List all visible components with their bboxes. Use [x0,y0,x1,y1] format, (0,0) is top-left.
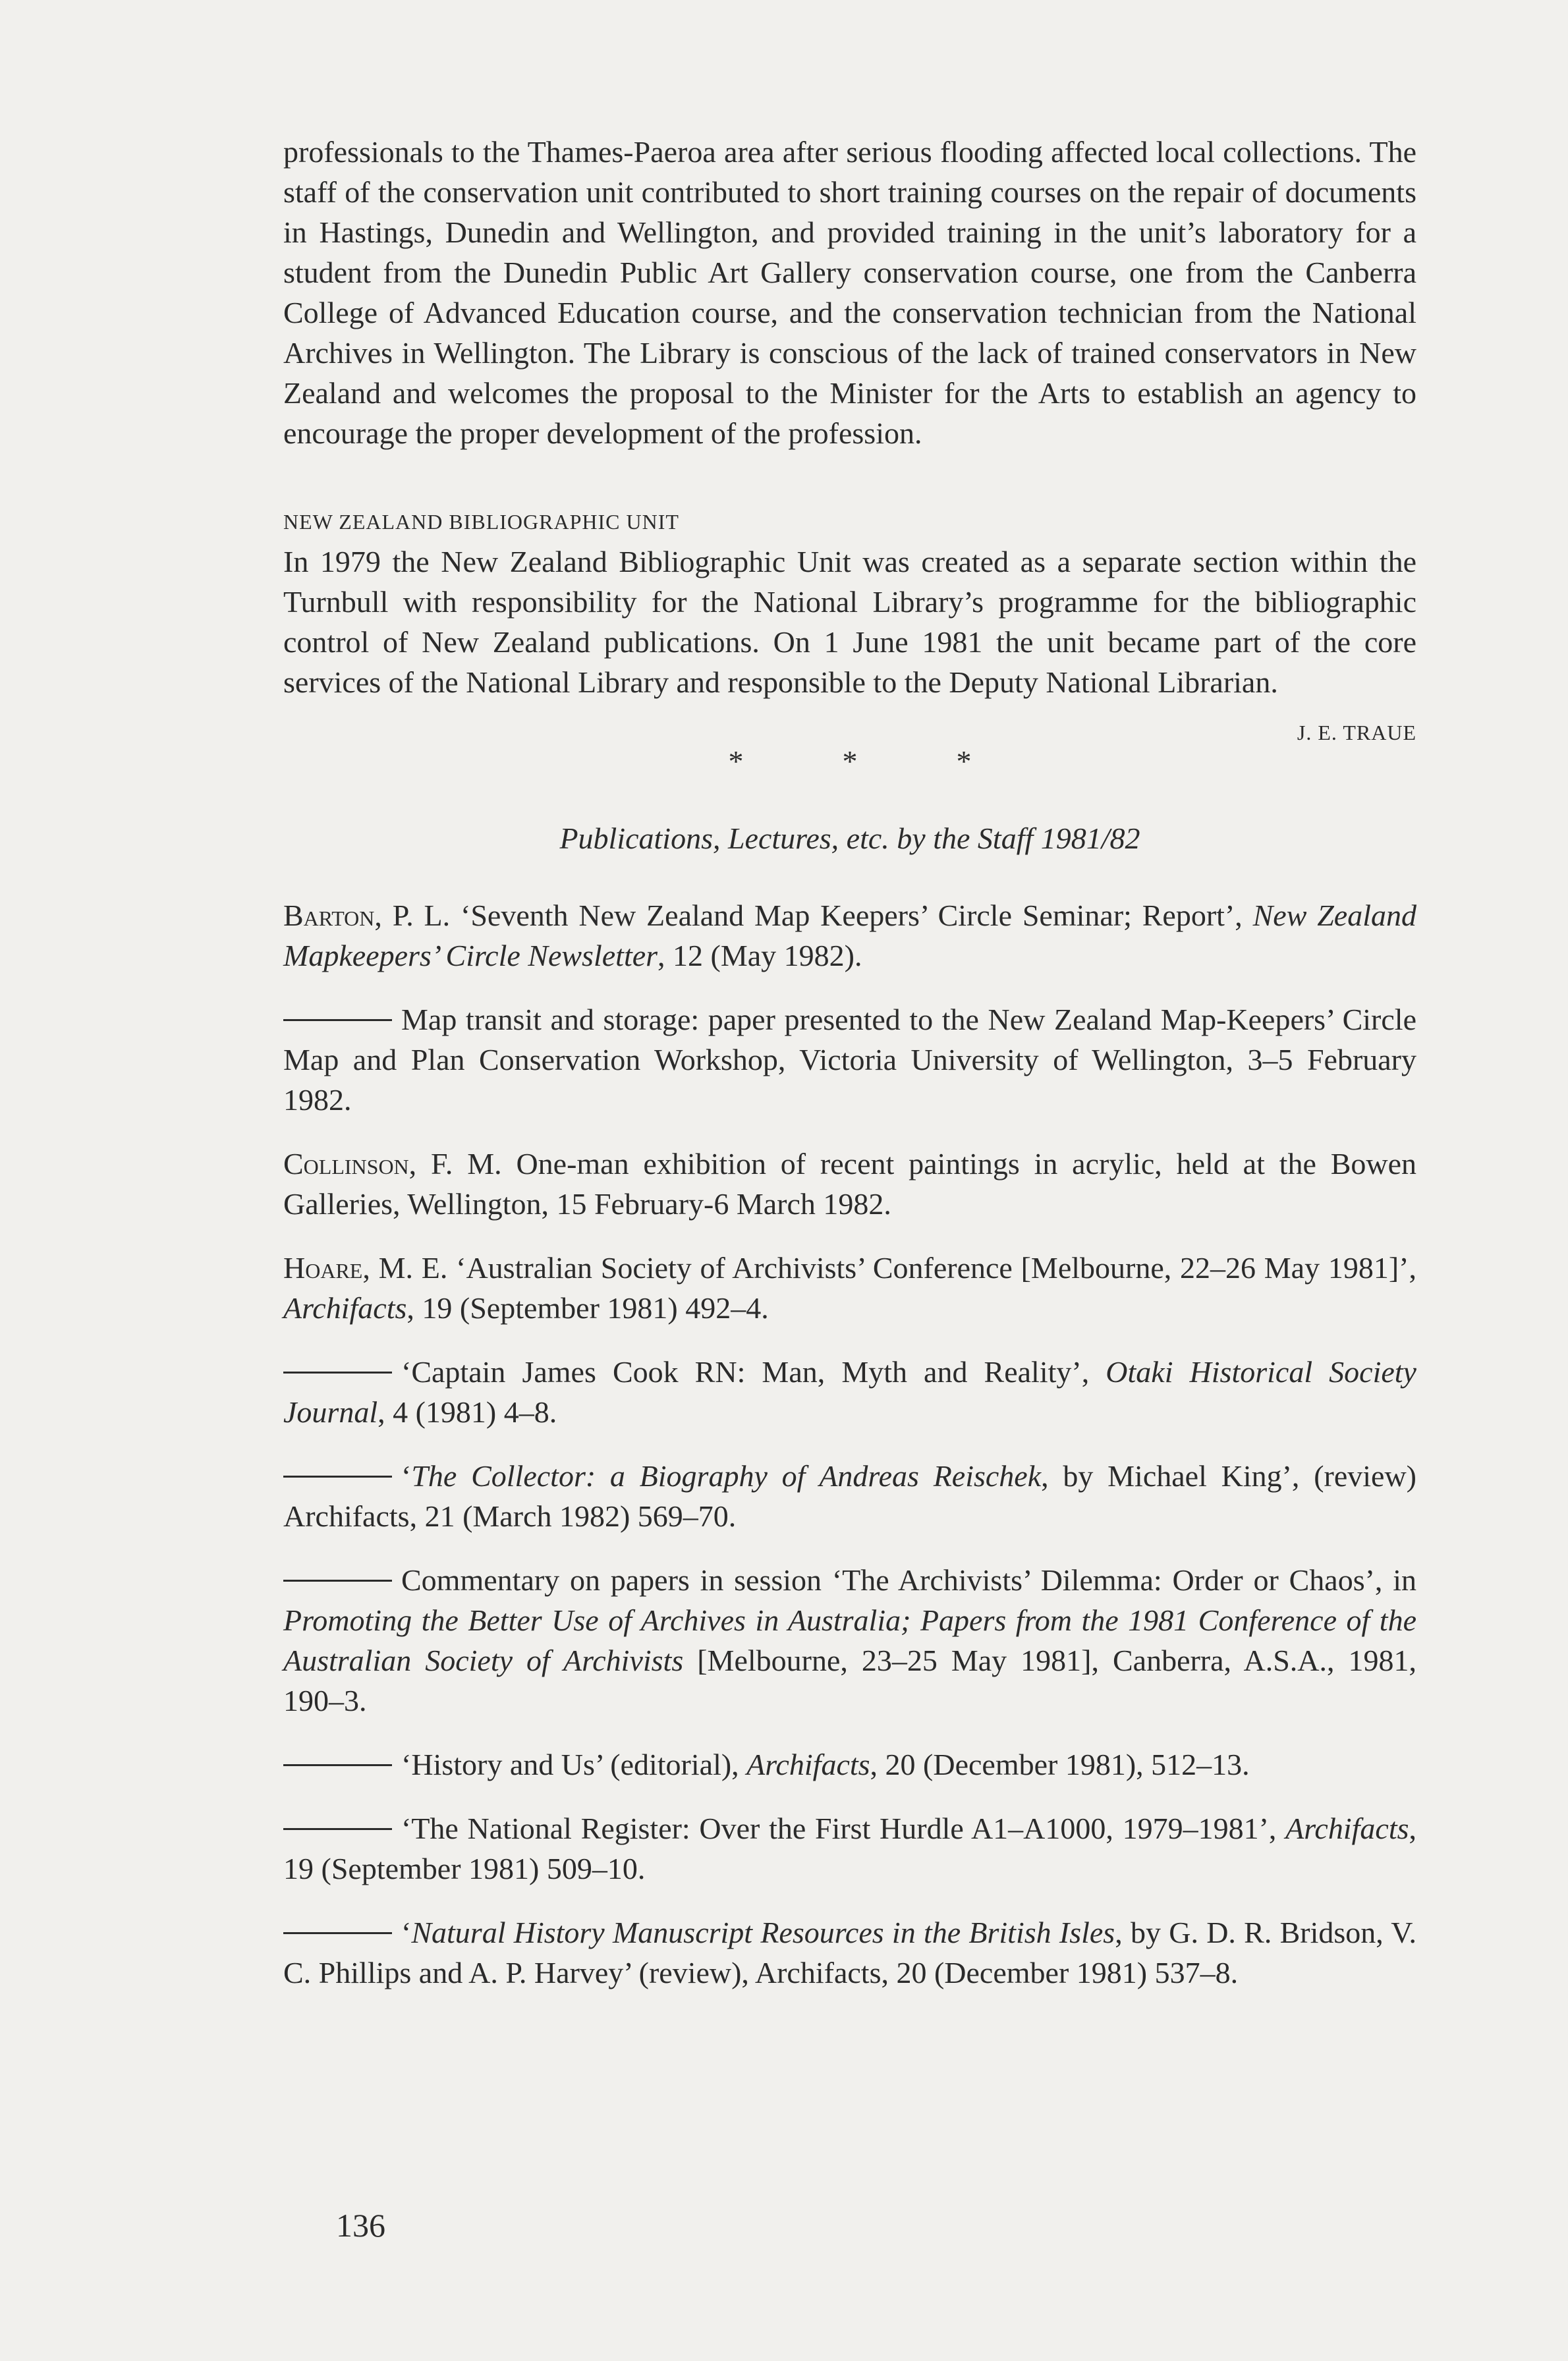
entry-text: ‘ [401,1459,412,1493]
entry-rest: , by G. D. R. Bridson, V. C. Phillips and A. P. Harvey’ (review), Archifacts, 20 (December 1981) 537–8. [283,1916,1416,1989]
section-divider [283,744,1416,778]
publication-entry [283,1352,1416,1432]
ditto-dash [283,1372,392,1374]
publication-entry [283,1248,1416,1328]
divider-star: * [956,744,972,778]
ditto-dash [283,1764,392,1766]
publication-entry [283,1744,1416,1785]
entry-italic-title: Archifacts [1285,1812,1409,1845]
publication-entry [283,1808,1416,1889]
entry-text: ‘Captain James Cook RN: Man, Myth and Reality’, [401,1355,1106,1389]
publication-entry [283,895,1416,976]
entry-text: ‘History and Us’ (editorial), [401,1748,747,1781]
entry-text: Map transit and storage: paper presented to the New Zealand Map-Keepers’ Circle Map and Plan Conservation Workshop, Victoria University of Wellington, 3–5 February 1982. [283,1003,1416,1117]
entry-italic-title: Otaki Historical Society Journal [283,1355,1416,1429]
entry-rest: [Melbourne, 23–25 May 1981], Canberra, A.S.A., 1981, 190–3. [283,1644,1417,1717]
entry-italic-title: Archifacts [746,1748,870,1781]
entry-text: ‘ [401,1916,412,1949]
page-content [283,132,1416,2016]
section-paragraph: In 1979 the New Zealand Bibliographic Unit was created as a separate section within the Turnbull with responsibility for the National Library’s programme for the bibliographic control of New Zealand publications. On 1 June 1981 the unit became part of the core services of the National Library and responsible to the Deputy National Librarian. [283,545,1416,699]
divider-star: * [728,744,744,778]
entry-rest: , 4 (1981) 4–8. [378,1395,557,1429]
entry-author: Barton, P. L. [283,899,451,932]
entry-italic-title: Promoting the Better Use of Archives in Australia; Papers from the 1981 Conference of the Australian Society of Archivists [283,1603,1416,1677]
entry-rest: , 20 (December 1981), 512–13. [870,1748,1250,1781]
ditto-dash [283,1019,392,1021]
page-number: 136 [336,2207,385,2244]
entry-text: ‘Seventh New Zealand Map Keepers’ Circle Seminar; Report’, [450,899,1253,932]
entry-rest: , 19 (September 1981) 509–10. [283,1812,1416,1885]
ditto-dash [283,1580,392,1582]
publication-entry [283,999,1416,1120]
publication-entry [283,1144,1416,1224]
entry-rest: , 19 (September 1981) 492–4. [406,1291,769,1325]
entry-rest: , 12 (May 1982). [658,939,862,972]
ditto-dash [283,1932,392,1934]
entry-text: ‘Australian Society of Archivists’ Conference [Melbourne, 22–26 May 1981]’, [447,1251,1416,1285]
intro-paragraph: professionals to the Thames-Paeroa area after serious flooding affected local collections. The staff of the conservation unit contributed to short training courses on the repair of documents in Hastings, Dunedin and Wellington, and provided training in the unit’s laboratory for a student from the Dunedin Public Art Gallery conservation course, one from the Canberra College of Advanced Education course, and the conservation technician from the National Archives in Wellington. The Library is conscious of the lack of trained conservators in New Zealand and welcomes the proposal to the Minister for the Arts to establish an agency to encourage the proper development of the profession. [283,135,1416,450]
entry-italic-title: Archifacts [283,1291,407,1325]
entry-italic-title: New Zealand Mapkeepers’ Circle Newsletter [283,899,1417,972]
publication-entry [283,1456,1416,1536]
divider-star: * [842,744,858,778]
entry-author: Hoare, M. E. [283,1251,448,1285]
entry-text: ‘The National Register: Over the First Hurdle A1–A1000, 1979–1981’, [401,1812,1286,1845]
entry-text: Commentary on papers in session ‘The Archivists’ Dilemma: Order or Chaos’, in [401,1563,1416,1597]
ditto-dash [283,1828,392,1830]
publication-entry [283,1912,1416,1993]
entry-text: One-man exhibition of recent paintings in acrylic, held at the Bowen Galleries, Wellington, 15 February-6 March 1982. [283,1147,1417,1221]
publication-list [283,895,1416,1993]
entry-rest: , by Michael King’, (review) Archifacts, 21 (March 1982) 569–70. [283,1459,1416,1533]
entry-italic-title: The Collector: a Biography of Andreas Reischek [411,1459,1042,1493]
ditto-dash [283,1476,392,1478]
entry-italic-title: Natural History Manuscript Resources in the British Isles [411,1916,1115,1949]
entry-author: Collinson, F. M. [283,1147,502,1180]
publication-entry [283,1560,1416,1721]
section-heading: NEW ZEALAND BIBLIOGRAPHIC UNIT [283,510,679,534]
publications-title: Publications, Lectures, etc. by the Staff 1981/82 [559,821,1140,855]
signature: J. E. TRAUE [1297,721,1416,744]
